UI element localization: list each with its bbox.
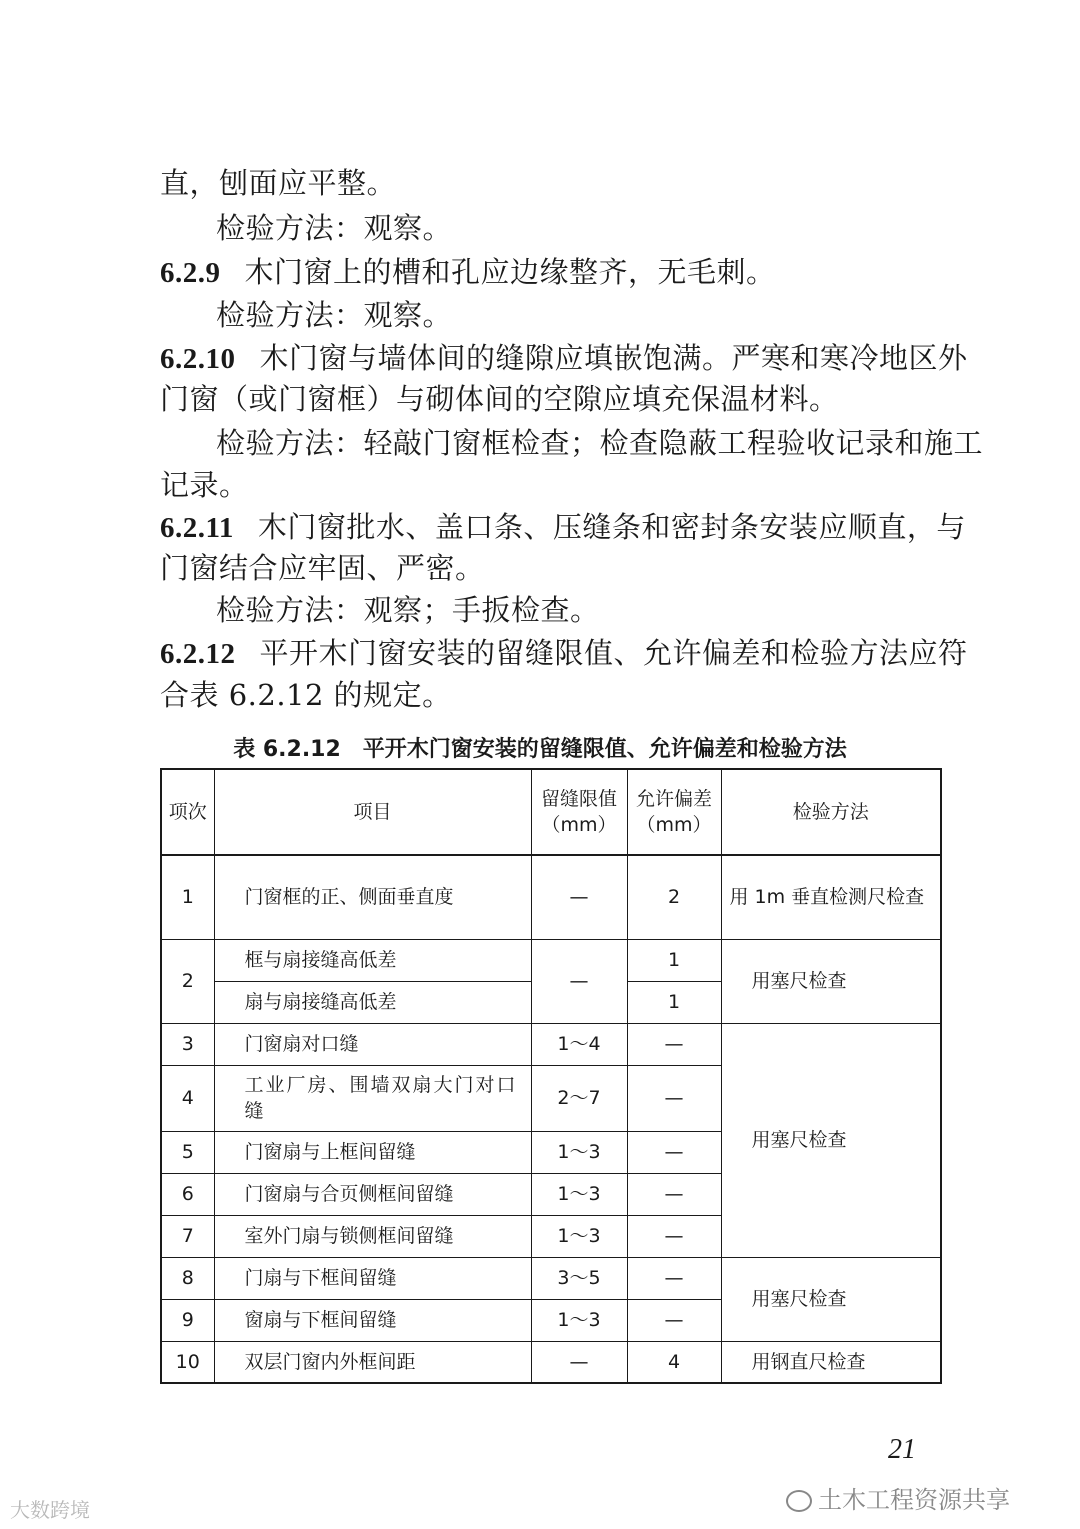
row-no: 10 <box>161 1341 214 1383</box>
clause-text: 木门窗上的槽和孔应边缘整齐，无毛刺。 <box>244 255 776 289</box>
row-tol: — <box>627 1257 721 1299</box>
row-tol: — <box>627 1215 721 1257</box>
table-row <box>161 855 941 939</box>
row-item: 门窗框的正、侧面垂直度 <box>214 855 531 939</box>
row-no: 9 <box>161 1299 214 1341</box>
row-tol: — <box>627 1065 721 1131</box>
row-item: 门窗扇对口缝 <box>214 1023 531 1065</box>
row-tol: — <box>627 1131 721 1173</box>
row-method: 用塞尺检查 <box>721 1023 941 1257</box>
row-item: 室外门扇与锁侧框间留缝 <box>214 1215 531 1257</box>
row-gap: — <box>531 855 627 939</box>
body-line: 记录。 <box>160 468 249 502</box>
clause-6-2-12 <box>160 633 968 674</box>
table-row <box>161 1023 941 1065</box>
table-caption: 表 6.2.12 平开木门窗安装的留缝限值、允许偏差和检验方法 <box>233 737 847 762</box>
table-header-row <box>161 769 941 855</box>
row-tol: 2 <box>627 855 721 939</box>
row-gap: 3～5 <box>531 1257 627 1299</box>
row-tol: — <box>627 1173 721 1215</box>
clause-number: 6.2.10 <box>160 343 236 375</box>
row-tol: — <box>627 1299 721 1341</box>
row-tol: — <box>627 1023 721 1065</box>
spec-table <box>160 768 942 1384</box>
watermark-right <box>786 1480 1010 1515</box>
row-method: 用 1m 垂直检测尺检查 <box>721 855 941 939</box>
body-line: 检验方法：观察；手扳检查。 <box>216 593 600 627</box>
row-item: 双层门窗内外框间距 <box>214 1341 531 1383</box>
watermark-left: 大数跨境 <box>10 1498 90 1522</box>
row-gap: 1～3 <box>531 1173 627 1215</box>
row-item: 窗扇与下框间留缝 <box>214 1299 531 1341</box>
row-item: 工业厂房、围墙双扇大门对口缝 <box>214 1065 531 1131</box>
row-item: 门窗扇与上框间留缝 <box>214 1131 531 1173</box>
body-line: 检验方法：观察。 <box>216 211 453 245</box>
row-no: 1 <box>161 855 214 939</box>
row-method: 用塞尺检查 <box>721 939 941 1023</box>
row-tol: 1 <box>627 939 721 981</box>
clause-6-2-11 <box>160 507 966 548</box>
watermark-text: 土木工程资源共享 <box>818 1486 1010 1514</box>
row-no: 4 <box>161 1065 214 1131</box>
body-line: 直，刨面应平整。 <box>160 166 397 200</box>
row-tol: 4 <box>627 1341 721 1383</box>
row-method: 用钢直尺检查 <box>721 1341 941 1383</box>
header-no: 项次 <box>161 769 214 855</box>
row-gap: 2～7 <box>531 1065 627 1131</box>
row-item: 门窗扇与合页侧框间留缝 <box>214 1173 531 1215</box>
clause-number: 6.2.9 <box>160 257 221 289</box>
clause-text: 平开木门窗安装的留缝限值、允许偏差和检验方法应符 <box>259 636 968 670</box>
row-gap: 1～3 <box>531 1131 627 1173</box>
header-gap <box>531 769 627 855</box>
row-gap: 1～4 <box>531 1023 627 1065</box>
clause-number: 6.2.11 <box>160 512 234 544</box>
body-line: 门窗结合应牢固、严密。 <box>160 551 485 585</box>
row-no: 7 <box>161 1215 214 1257</box>
row-item: 框与扇接缝高低差 <box>214 939 531 981</box>
row-gap: — <box>531 939 627 1023</box>
table-row <box>161 939 941 981</box>
header-tol-label: 允许偏差 <box>635 788 712 810</box>
table-row <box>161 1257 941 1299</box>
clause-text: 木门窗与墙体间的缝隙应填嵌饱满。严寒和寒冷地区外 <box>259 341 968 375</box>
clause-6-2-10 <box>160 338 968 379</box>
page-number: 21 <box>888 1434 916 1465</box>
clause-text: 木门窗批水、盖口条、压缝条和密封条安装应顺直，与 <box>257 510 966 544</box>
header-method: 检验方法 <box>721 769 941 855</box>
clause-6-2-9 <box>160 252 776 293</box>
row-gap: — <box>531 1341 627 1383</box>
row-gap: 1～3 <box>531 1215 627 1257</box>
header-tol <box>627 769 721 855</box>
header-tol-unit: （mm） <box>636 814 712 836</box>
header-gap-label: 留缝限值 <box>540 788 617 810</box>
row-gap: 1～3 <box>531 1299 627 1341</box>
row-method: 用塞尺检查 <box>721 1257 941 1341</box>
row-no: 2 <box>161 939 214 1023</box>
row-item: 门扇与下框间留缝 <box>214 1257 531 1299</box>
row-item: 扇与扇接缝高低差 <box>214 981 531 1023</box>
row-tol: 1 <box>627 981 721 1023</box>
row-no: 8 <box>161 1257 214 1299</box>
row-no: 3 <box>161 1023 214 1065</box>
body-line: 门窗（或门窗框）与砌体间的空隙应填充保温材料。 <box>160 382 839 416</box>
header-gap-unit: （mm） <box>541 814 617 836</box>
row-no: 5 <box>161 1131 214 1173</box>
clause-number: 6.2.12 <box>160 638 236 670</box>
body-line: 合表 6.2.12 的规定。 <box>160 678 452 712</box>
header-item: 项目 <box>214 769 531 855</box>
table-row <box>161 1341 941 1383</box>
body-line: 检验方法：轻敲门窗框检查；检查隐蔽工程验收记录和施工 <box>216 426 984 460</box>
body-line: 检验方法：观察。 <box>216 298 453 332</box>
row-no: 6 <box>161 1173 214 1215</box>
wechat-icon <box>786 1490 812 1512</box>
